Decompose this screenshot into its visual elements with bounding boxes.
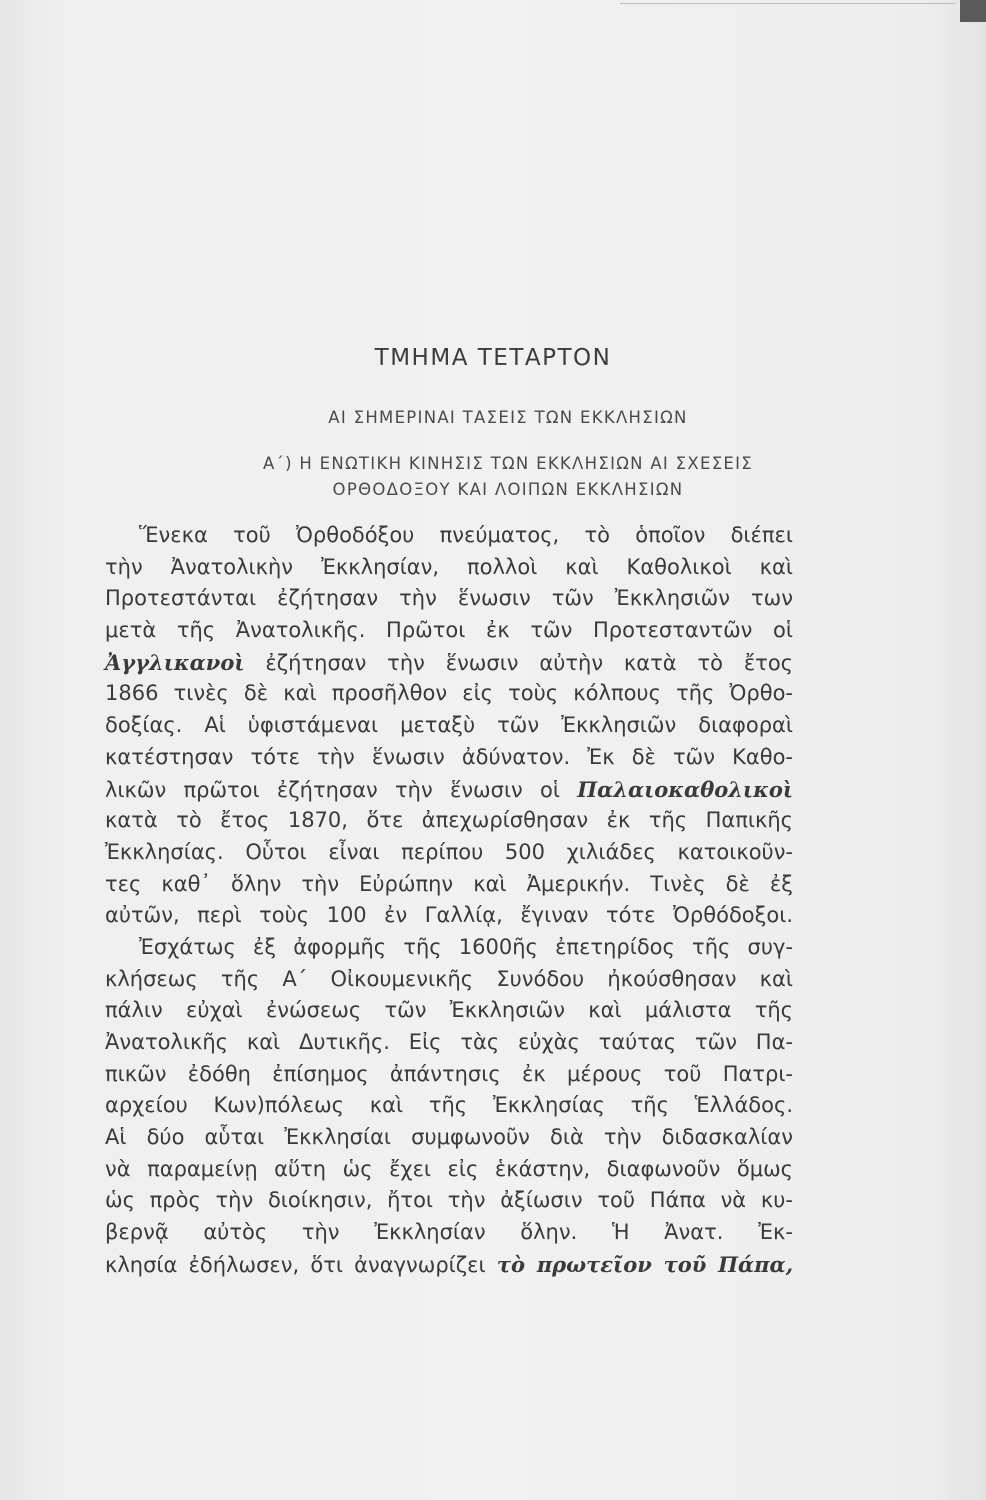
text-line — [105, 647, 793, 679]
text-line: Ἀνατολικῆς καὶ Δυτικῆς. Εἰς τὰς εὐχὰς ταύτας τῶν Πα- — [105, 1030, 793, 1054]
text-line: ὡς πρὸς τὴν διοίκησιν, ἤτοι τὴν ἀξίωσιν τοῦ Πάπα νὰ κυ- — [105, 1188, 793, 1213]
text-line: αρχείου Κων)πόλεως καὶ τῆς Ἐκκλησίας τῆς Ἑλλάδος. — [105, 1093, 793, 1118]
text-line: πάλιν εὐχαὶ ἐνώσεως τῶν Ἐκκλησιῶν καὶ μάλιστα τῆς — [105, 998, 793, 1023]
subheading-unity-movement-line-2: ΟΡΘΟΔΟΞΟΥ ΚΑΙ ΛΟΙΠΩΝ ΕΚΚΛΗΣΙΩΝ — [332, 480, 684, 499]
text-line: αὐτῶν, περὶ τοὺς 100 ἐν Γαλλίᾳ, ἔγιναν τότε Ὀρθόδοξοι. — [105, 903, 793, 928]
text-line: 1866 τινὲς δὲ καὶ προσῆλθον εἰς τοὺς κόλπους τῆς Ὀρθο- — [105, 681, 793, 706]
text-line: κλήσεως τῆς Α΄ Οἰκουμενικῆς Συνόδου ἠκούσθησαν καὶ — [105, 966, 793, 991]
emphasis-anglicans: Ἀγγλικανοὶ — [105, 649, 245, 675]
text-fragment: κλησία ἐδήλωσεν, ὅτι ἀναγνωρίζει — [105, 1252, 497, 1277]
text-line — [105, 774, 793, 806]
subheading-unity-movement-line-1: Α΄) Η ΕΝΩΤΙΚΗ ΚΙΝΗΣΙΣ ΤΩΝ ΕΚΚΛΗΣΙΩΝ ΑΙ ΣΧΕΣΕΙΣ — [262, 454, 754, 473]
scan-edge-line — [620, 3, 956, 4]
text-line: κατέστησαν τότε τὴν ἕνωσιν ἀδύνατον. Ἐκ δὲ τῶν Καθο- — [105, 744, 793, 769]
text-fragment: ἐζήτησαν τὴν ἕνωσιν αὐτὴν κατὰ τὸ ἔτος — [244, 650, 793, 675]
text-line: νὰ παραμείνῃ αὕτη ὡς ἔχει εἰς ἑκάστην, διαφωνοῦν ὅμως — [105, 1156, 793, 1181]
text-line — [105, 1249, 793, 1281]
text-line: Ἐκκλησίας. Οὗτοι εἶναι περίπου 500 χιλιάδες κατοικοῦν- — [105, 839, 793, 864]
text-line: τὴν Ἀνατολικὴν Ἐκκλησίαν, πολλοὶ καὶ Καθολικοὶ καὶ — [105, 554, 793, 579]
subheading-current-tendencies: ΑΙ ΣΗΜΕΡΙΝΑΙ ΤΑΣΕΙΣ ΤΩΝ ΕΚΚΛΗΣΙΩΝ — [328, 408, 688, 427]
section-title: ΤΜΗΜΑ ΤΕΤΑΡΤΟΝ — [374, 345, 612, 371]
text-line: Αἱ δύο αὗται Ἐκκλησίαι συμφωνοῦν διὰ τὴν διδασκαλίαν — [105, 1125, 793, 1150]
text-line: μετὰ τῆς Ἀνατολικῆς. Πρῶτοι ἐκ τῶν Προτεσταντῶν οἱ — [105, 618, 793, 643]
text-line: δοξίας. Αἱ ὑφιστάμεναι μεταξὺ τῶν Ἐκκλησιῶν διαφοραὶ — [105, 713, 793, 738]
text-line: πικῶν ἐδόθη ἐπίσημος ἀπάντησις ἐκ μέρους τοῦ Πατρι- — [105, 1061, 793, 1086]
text-line: Προτεστάνται ἐζήτησαν τὴν ἕνωσιν τῶν Ἐκκλησιῶν των — [105, 586, 793, 611]
text-line: κατὰ τὸ ἔτος 1870, ὅτε ἀπεχωρίσθησαν ἐκ τῆς Παπικῆς — [105, 808, 793, 833]
text-line: τες καθ᾿ ὅλην τὴν Εὐρώπην καὶ Ἀμερικήν. Τινὲς δὲ ἐξ — [105, 871, 793, 896]
emphasis-papal-primacy: τὸ πρωτεῖον τοῦ Πάπα, — [496, 1251, 794, 1277]
emphasis-old-catholics: Παλαιοκαθολικοὶ — [577, 776, 793, 802]
text-line: Ἕνεκα τοῦ Ὀρθοδόξου πνεύματος, τὸ ὁποῖον διέπει — [139, 523, 793, 547]
text-fragment: λικῶν πρῶτοι ἐζήτησαν τὴν ἕνωσιν οἱ — [105, 777, 578, 802]
body-text — [105, 520, 793, 1281]
text-line: βερνᾷ αὐτὸς τὴν Ἐκκλησίαν ὅλην. Ἡ Ἀνατ. Ἐκ- — [105, 1220, 793, 1245]
text-line: Ἐσχάτως ἐξ ἀφορμῆς τῆς 1600ῆς ἐπετηρίδος τῆς συγ- — [139, 934, 793, 959]
scan-corner-mark — [960, 0, 986, 22]
